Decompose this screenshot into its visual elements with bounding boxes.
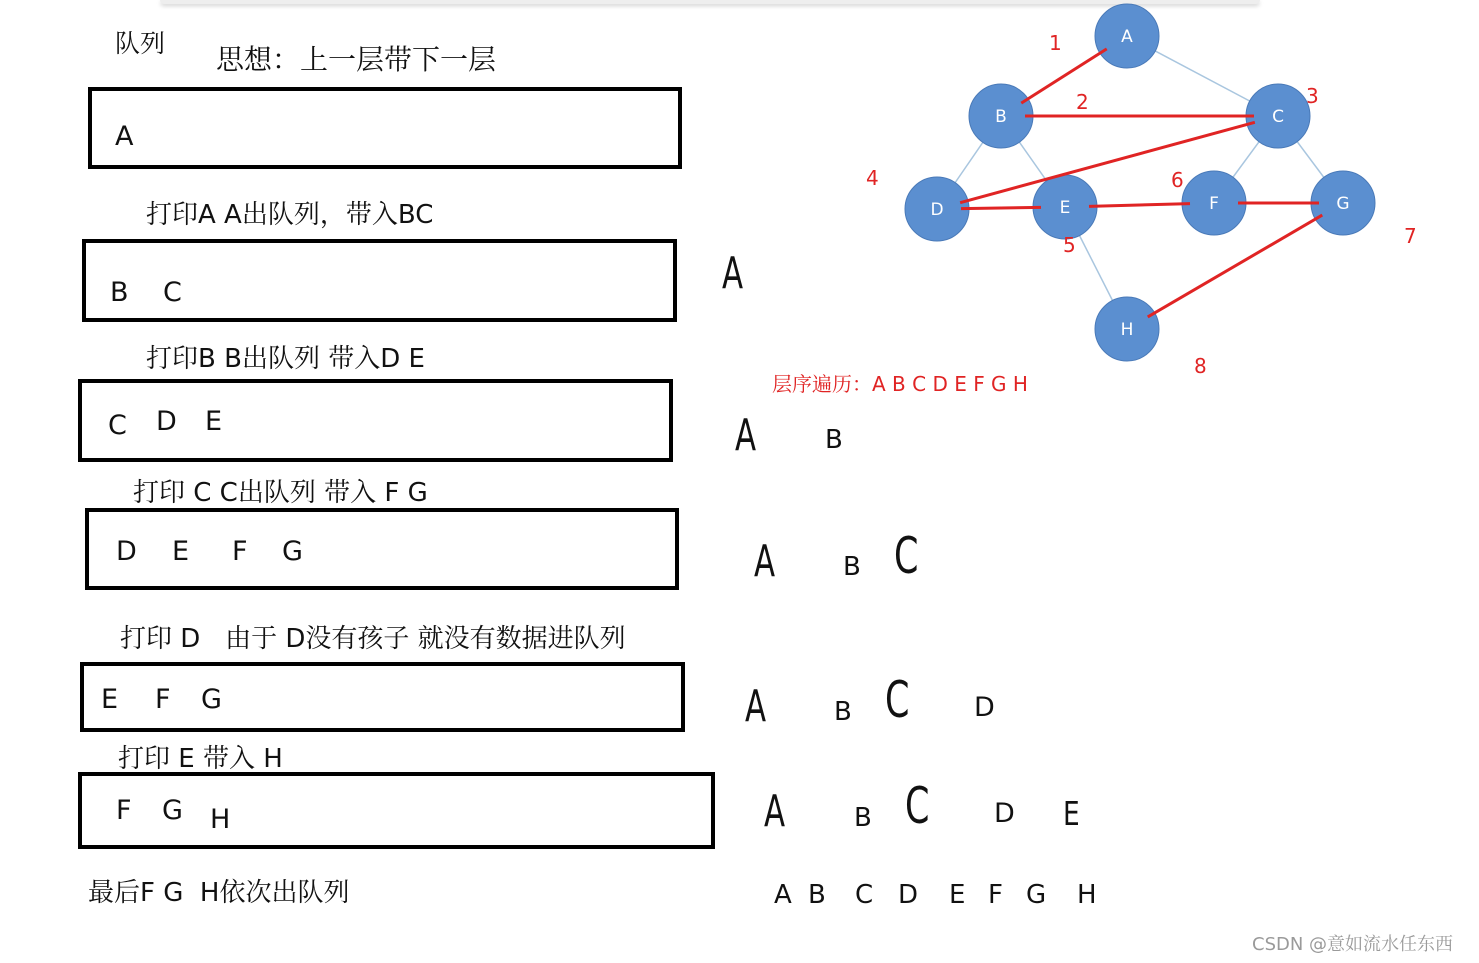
visit-order-A: 1 (1049, 31, 1062, 55)
queue-item: E (205, 406, 223, 437)
printed-letter: A (735, 410, 757, 461)
queue-item: D (156, 406, 177, 437)
printed-letter: C (855, 880, 874, 910)
node-H (1095, 297, 1159, 361)
queue-item: G (282, 536, 303, 567)
heading-idea: 思想：上一层带下一层 (216, 43, 497, 76)
printed-letter: A (745, 681, 767, 732)
queue-item: E (101, 684, 119, 715)
queue-item: D (116, 536, 137, 567)
visit-order-C: 3 (1306, 84, 1319, 108)
heading-queue: 队列 (115, 29, 166, 58)
step-text: 打印 D 由于 D没有孩子 就没有数据进队列 (120, 624, 626, 654)
queue-item: C (163, 277, 182, 308)
queue-item: C (108, 410, 127, 441)
queue-item: E (172, 536, 190, 567)
svg-text:E: E (1059, 198, 1071, 218)
printed-letter: B (825, 425, 843, 455)
traversal-edge-D-E (961, 207, 1041, 208)
printed-letter: E (949, 880, 966, 910)
step-text: 打印B B出队列 带入D E (146, 344, 425, 374)
printed-letter: B (834, 697, 852, 727)
queue-item: A (115, 121, 134, 152)
node-B (969, 84, 1033, 148)
step-text: 打印A A出队列，带入BC (146, 200, 434, 230)
printed-letter: A (722, 248, 744, 299)
printed-letter: C (894, 527, 919, 585)
node-A (1095, 4, 1159, 68)
queue-item: F (232, 536, 248, 567)
queue-item: F (155, 684, 171, 715)
queue-item: G (201, 684, 222, 715)
node-C (1246, 84, 1310, 148)
visit-order-H: 8 (1194, 354, 1207, 378)
svg-text:A: A (1121, 27, 1133, 47)
printed-letter: H (1077, 880, 1097, 910)
queue-item: G (162, 795, 183, 826)
printed-letter: F (988, 880, 1003, 910)
printed-letter: B (854, 803, 872, 833)
queue-item: F (116, 795, 132, 826)
queue-item: H (210, 804, 231, 835)
node-E (1033, 175, 1097, 239)
node-G (1311, 171, 1375, 235)
printed-letter: D (994, 798, 1015, 829)
final-note: 最后F G H依次出队列 (88, 878, 350, 908)
svg-text:H: H (1120, 320, 1134, 340)
queue-item: B (110, 277, 129, 308)
visit-order-B: 2 (1076, 90, 1089, 114)
traversal-order-label: 层序遍历：A B C D E F G H (772, 372, 1028, 396)
printed-letter: C (885, 671, 910, 729)
printed-letter: D (974, 692, 995, 723)
traversal-edge-E-F (1089, 204, 1190, 207)
printed-letter: A (774, 880, 792, 910)
node-D (905, 177, 969, 241)
visit-order-D: 4 (866, 166, 879, 190)
printed-letter: C (905, 777, 930, 835)
traversal-edge-G-H (1148, 215, 1323, 317)
printed-letter: B (808, 880, 826, 910)
svg-text:G: G (1336, 194, 1350, 214)
node-F (1182, 171, 1246, 235)
step-text: 打印 C C出队列 带入 F G (133, 478, 428, 508)
printed-letter: B (843, 552, 861, 582)
visit-order-F: 6 (1171, 168, 1184, 192)
traversal-edge-A-B (1021, 49, 1106, 103)
svg-text:B: B (995, 107, 1007, 127)
svg-text:F: F (1209, 194, 1219, 214)
watermark: CSDN @意如流水任东西 (1252, 934, 1454, 955)
printed-letter: A (754, 536, 776, 587)
step-text: 打印 E 带入 H (118, 744, 283, 774)
svg-text:D: D (930, 200, 944, 220)
printed-letter: E (1063, 794, 1080, 833)
visit-order-G: 7 (1404, 224, 1417, 248)
printed-letter: D (898, 880, 919, 910)
printed-letter: G (1026, 880, 1047, 910)
visit-order-E: 5 (1063, 233, 1076, 257)
printed-letter: A (764, 786, 786, 837)
svg-text:C: C (1272, 107, 1284, 127)
